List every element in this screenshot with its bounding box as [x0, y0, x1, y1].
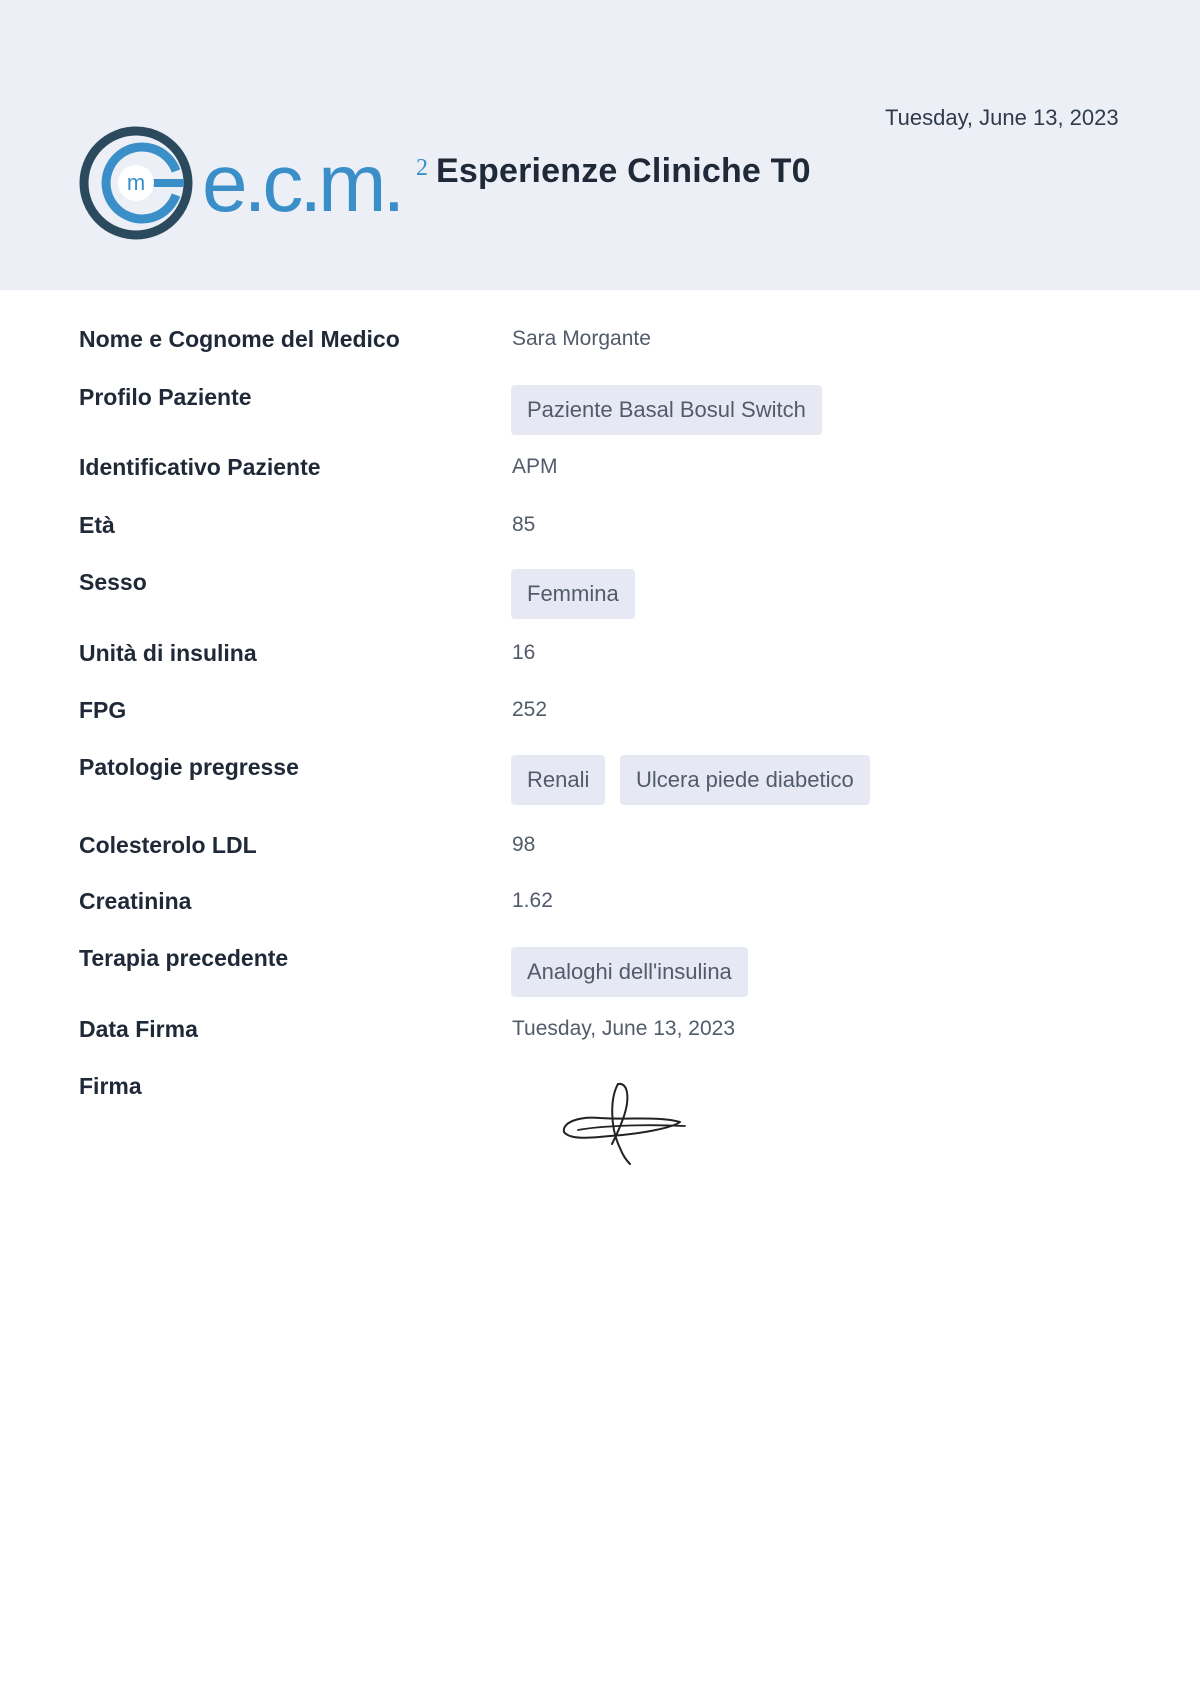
label-insulina: Unità di insulina: [79, 640, 257, 666]
ecm-logo: [78, 123, 428, 243]
value-eta: 85: [512, 513, 536, 536]
value-fpg: 252: [512, 698, 548, 721]
value-medico: Sara Morgante: [512, 327, 651, 350]
label-ldl: Colesterolo LDL: [79, 832, 257, 858]
label-identificativo: Identificativo Paziente: [79, 454, 321, 480]
chip-patologia: Renali: [511, 755, 605, 805]
value-data-firma: Tuesday, June 13, 2023: [512, 1017, 735, 1040]
value-insulina: 16: [512, 641, 536, 664]
header-band: [0, 0, 1200, 290]
page-title: Esperienze Cliniche T0: [436, 152, 811, 190]
label-patologie: Patologie pregresse: [79, 754, 299, 780]
label-profilo: Profilo Paziente: [79, 384, 252, 410]
label-eta: Età: [79, 512, 115, 538]
label-firma: Firma: [79, 1073, 142, 1099]
logo-superscript: 2: [416, 155, 428, 181]
label-fpg: FPG: [79, 697, 127, 723]
label-creatinina: Creatinina: [79, 888, 192, 914]
signature-icon: [560, 1078, 690, 1168]
chip-sesso: Femmina: [511, 569, 635, 619]
label-data-firma: Data Firma: [79, 1016, 198, 1042]
value-ldl: 98: [512, 833, 536, 856]
chip-terapia: Analoghi dell'insulina: [511, 947, 748, 997]
header-date: Tuesday, June 13, 2023: [885, 105, 1119, 130]
chip-patologia: Ulcera piede diabetico: [620, 755, 870, 805]
label-terapia: Terapia precedente: [79, 945, 289, 971]
label-medico: Nome e Cognome del Medico: [79, 326, 400, 352]
value-identificativo: APM: [512, 455, 558, 478]
logo-text: e.c.m.: [202, 138, 402, 229]
logo-badge-letter: m: [126, 170, 146, 195]
value-creatinina: 1.62: [512, 889, 553, 912]
label-sesso: Sesso: [79, 569, 147, 595]
chip-profilo: Paziente Basal Bosul Switch: [511, 385, 822, 435]
